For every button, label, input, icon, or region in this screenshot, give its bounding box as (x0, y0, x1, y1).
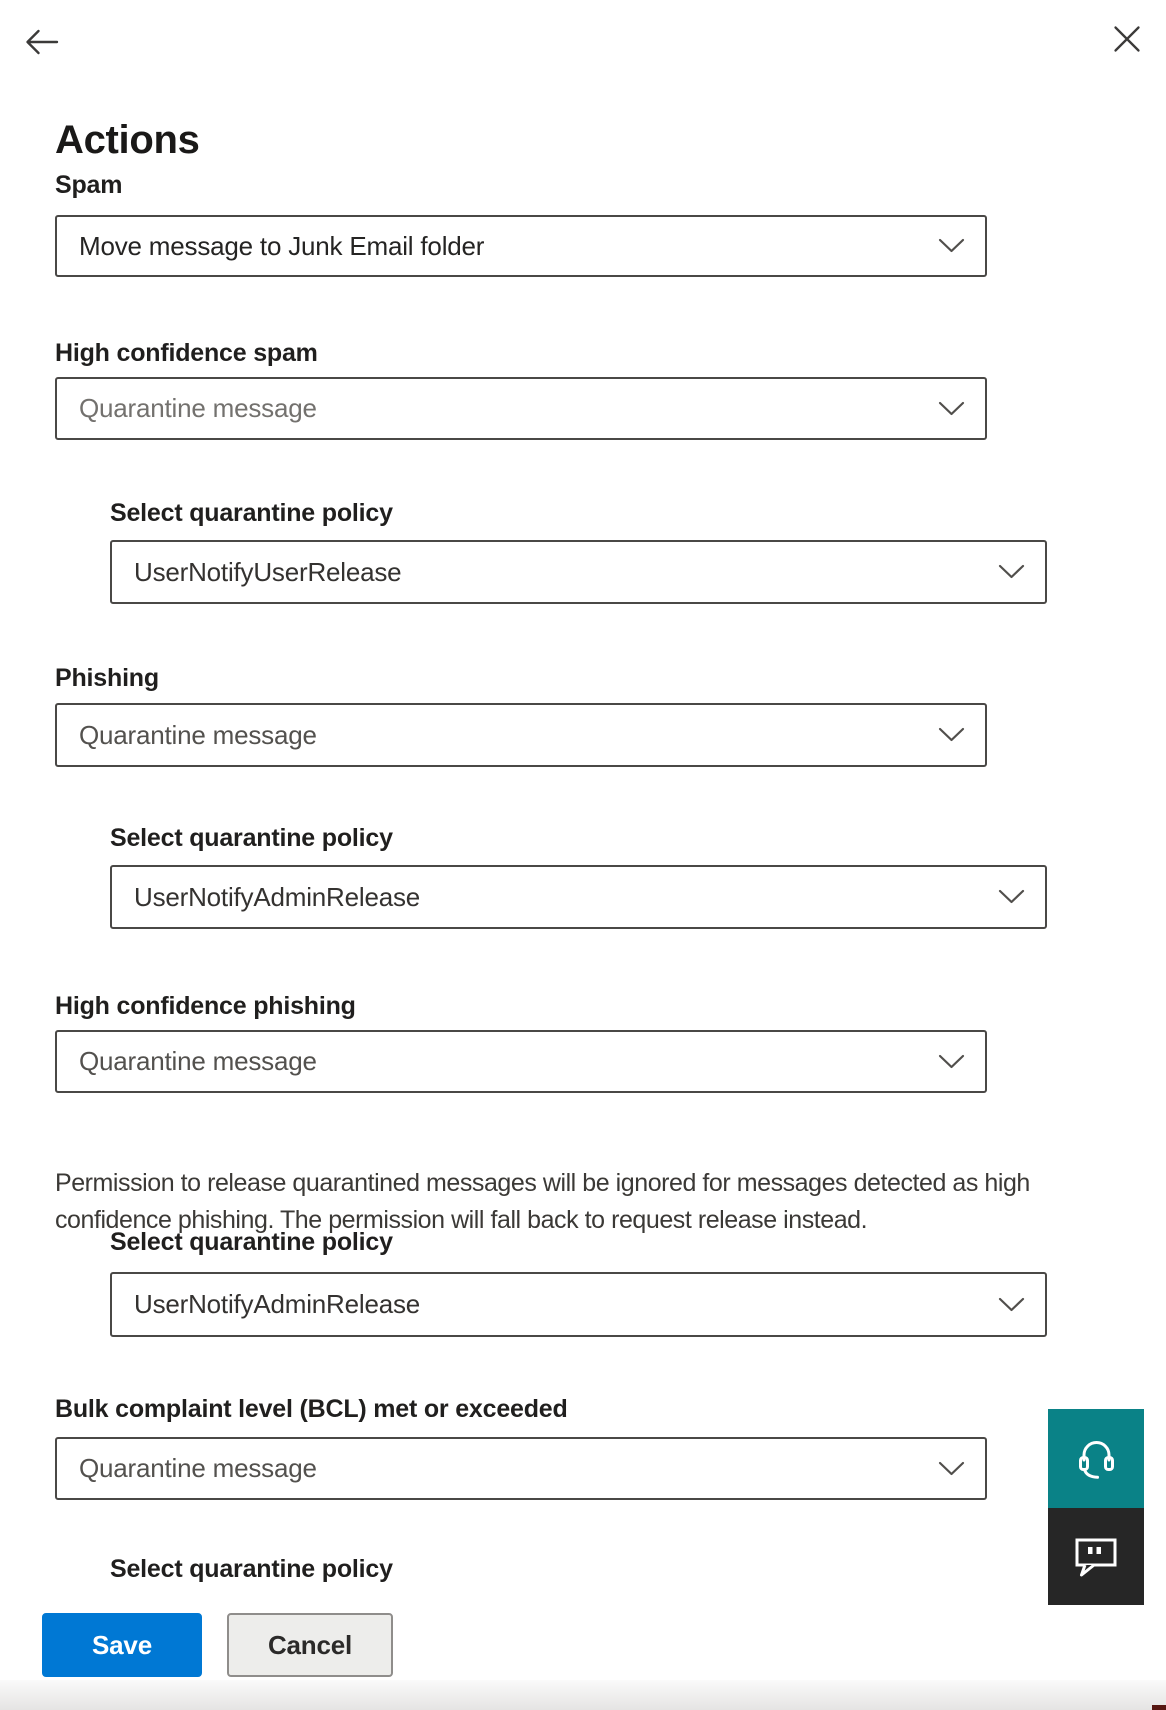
headset-icon (1075, 1436, 1117, 1482)
close-icon (1112, 42, 1142, 57)
high-confidence-spam-value: Quarantine message (79, 393, 317, 423)
hcp-quarantine-policy-value: UserNotifyAdminRelease (134, 1289, 421, 1319)
phishing-action-value: Quarantine message (79, 719, 317, 750)
hcs-quarantine-policy-label: Select quarantine policy (110, 499, 393, 527)
chevron-down-icon (938, 1461, 965, 1477)
bulk-complaint-label: Bulk complaint level (BCL) met or exceeded (55, 1395, 568, 1423)
feedback-button[interactable] (1048, 1508, 1144, 1605)
chevron-down-icon (998, 889, 1025, 905)
chevron-down-icon (938, 238, 965, 254)
chat-bubble-icon (1073, 1536, 1119, 1578)
chevron-down-icon (998, 564, 1025, 580)
phishing-label: Phishing (55, 664, 159, 692)
chevron-down-icon (998, 1297, 1025, 1313)
hcp-quarantine-policy-dropdown[interactable] (110, 1272, 1047, 1337)
arrow-left-icon (24, 46, 60, 61)
spam-label: Spam (55, 171, 123, 199)
close-button[interactable] (1112, 24, 1142, 54)
phishing-quarantine-policy-dropdown[interactable] (110, 865, 1047, 929)
save-button[interactable]: Save (42, 1613, 202, 1677)
bulk-complaint-dropdown[interactable] (55, 1437, 987, 1500)
high-confidence-spam-label: High confidence spam (55, 339, 318, 367)
spam-action-value: Move message to Junk Email folder (79, 230, 485, 261)
hcp-quarantine-policy-label: Select quarantine policy (110, 1228, 393, 1256)
page-title: Actions (55, 117, 200, 162)
phishing-action-dropdown[interactable] (55, 703, 987, 767)
spam-action-dropdown[interactable] (55, 215, 987, 277)
phishing-quarantine-policy-label: Select quarantine policy (110, 824, 393, 852)
chevron-down-icon (938, 1054, 965, 1070)
hcs-quarantine-policy-value: UserNotifyUserRelease (134, 556, 402, 587)
phishing-quarantine-policy-value: UserNotifyAdminRelease (134, 881, 421, 912)
panel-bottom-edge (0, 1680, 1166, 1710)
high-confidence-phishing-value: Quarantine message (79, 1046, 317, 1076)
high-confidence-spam-dropdown[interactable] (55, 377, 987, 440)
high-confidence-phishing-label: High confidence phishing (55, 992, 356, 1020)
hcp-permission-note: Permission to release quarantined messages will be ignored for messages detected as high confidence phishing. The permission will fall back to request release instead. (55, 1169, 1030, 1234)
hcs-quarantine-policy-dropdown[interactable] (110, 540, 1047, 604)
chevron-down-icon (938, 727, 965, 743)
back-button[interactable] (24, 26, 60, 58)
chevron-down-icon (938, 401, 965, 417)
support-button[interactable] (1048, 1409, 1144, 1508)
bulk-complaint-value: Quarantine message (79, 1453, 317, 1483)
corner-artifact (1152, 1705, 1166, 1710)
high-confidence-phishing-dropdown[interactable] (55, 1030, 987, 1093)
bulk-quarantine-policy-label-clipped: Select quarantine policy (110, 1555, 393, 1582)
cancel-button[interactable]: Cancel (227, 1613, 393, 1677)
